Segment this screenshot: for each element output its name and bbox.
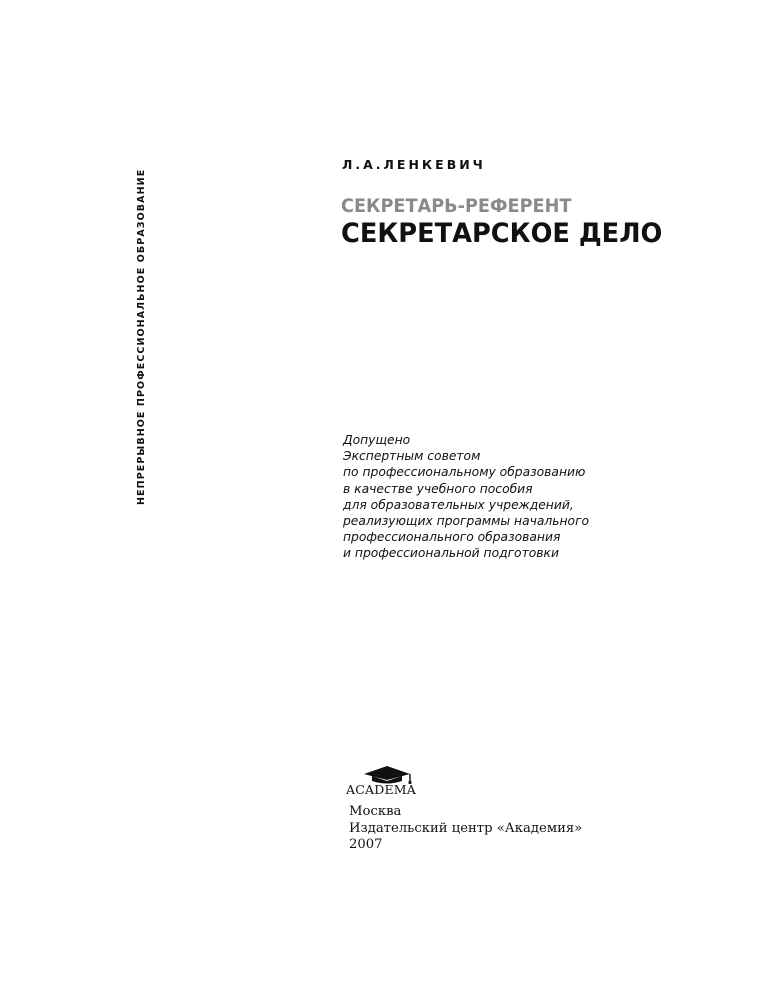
imprint-block bbox=[349, 804, 582, 854]
approval-line: Допущено bbox=[343, 433, 411, 447]
publication-year: 2007 bbox=[349, 837, 383, 852]
series-name-vertical: НЕПРЕРЫВНОЕ ПРОФЕССИОНАЛЬНОЕ ОБРАЗОВАНИЕ bbox=[136, 168, 147, 505]
approval-line: профессионального образования bbox=[343, 530, 561, 545]
approval-line: по профессиональному образованию bbox=[343, 465, 586, 480]
book-subtitle: СЕКРЕТАРЬ-РЕФЕРЕНТ bbox=[341, 195, 572, 217]
author-name: Л.А.ЛЕНКЕВИЧ bbox=[342, 157, 486, 172]
logo-wordmark: ACADEMA bbox=[346, 782, 416, 797]
approval-line: и профессиональной подготовки bbox=[343, 546, 559, 561]
approval-line: в качестве учебного пособия bbox=[343, 481, 533, 496]
approval-line: Экспертным советом bbox=[343, 449, 481, 464]
publisher-name: Издательский центр «Академия» bbox=[349, 820, 583, 836]
approval-line: реализующих программы начального bbox=[343, 514, 590, 529]
publisher-logo bbox=[346, 765, 436, 805]
book-title: СЕКРЕТАРСКОЕ ДЕЛО bbox=[341, 218, 663, 249]
publisher-city: Москва bbox=[349, 804, 402, 819]
approval-line: для образовательных учреждений, bbox=[343, 497, 574, 512]
approval-statement bbox=[343, 432, 589, 562]
